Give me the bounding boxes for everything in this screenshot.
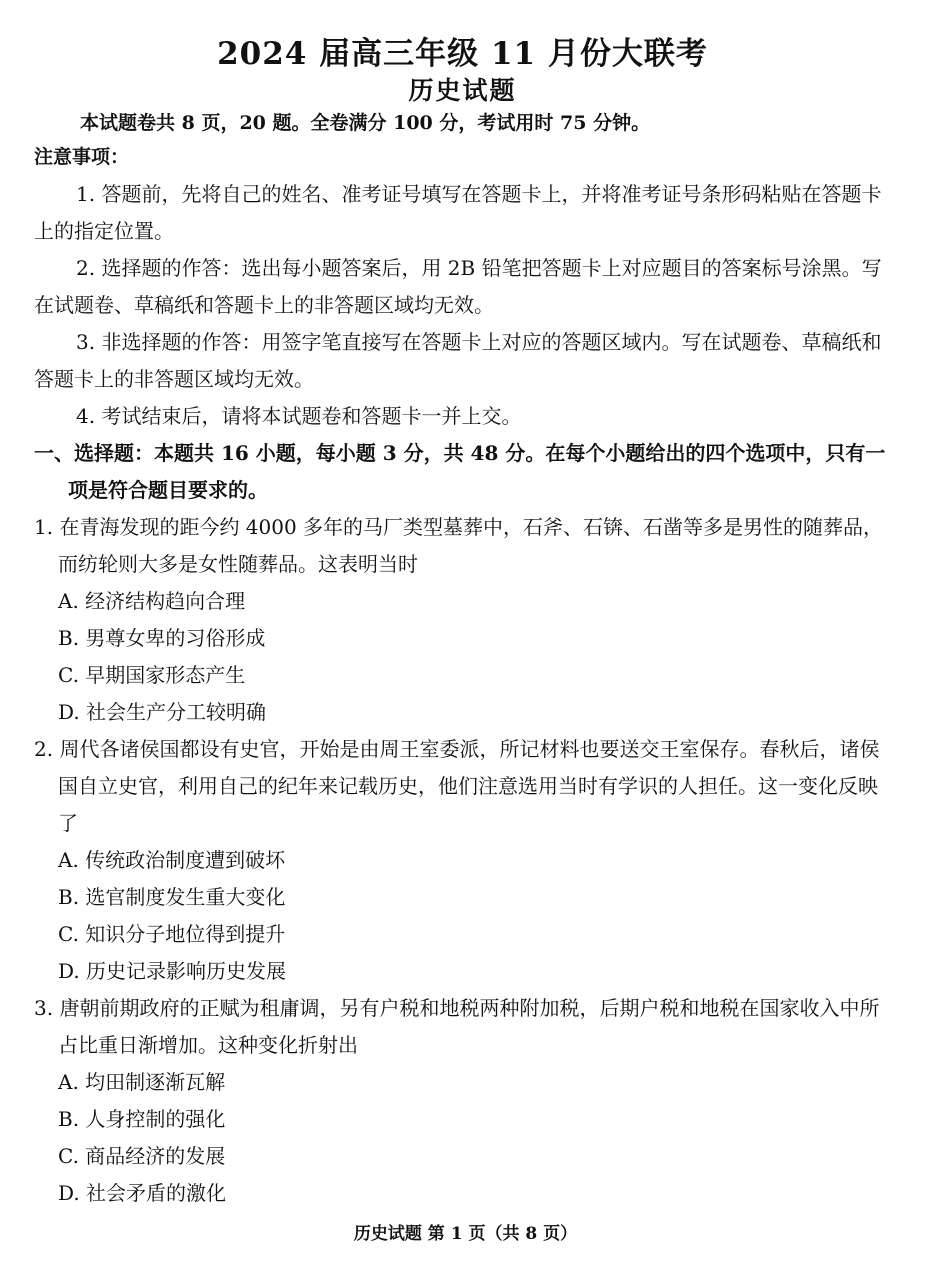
question-2	[34, 731, 891, 990]
question-3	[34, 990, 891, 1212]
section-heading: 一、选择题：本题共 16 小题，每小题 3 分，共 48 分。在每个小题给出的四个选项中，只有一项是符合题目要求的。	[34, 441, 886, 502]
option-a: A. 均田制逐渐瓦解	[58, 1070, 226, 1094]
option-b: B. 选官制度发生重大变化	[58, 885, 286, 909]
notice-item-1: 1. 答题前，先将自己的姓名、准考证号填写在答题卡上，并将准考证号条形码粘贴在答题卡上的指定位置。	[34, 182, 882, 243]
option-b: B. 男尊女卑的习俗形成	[58, 626, 266, 650]
option-d: D. 社会矛盾的激化	[58, 1181, 227, 1205]
exam-title: 2024 届高三年级 11 月份大联考	[217, 36, 708, 72]
option-b: B. 人身控制的强化	[58, 1107, 226, 1131]
option-d: D. 社会生产分工较明确	[58, 700, 267, 724]
notice-heading: 注意事项：	[34, 146, 130, 168]
option-d: D. 历史记录影响历史发展	[58, 959, 287, 983]
option-c: C. 早期国家形态产生	[58, 663, 246, 687]
option-list	[34, 583, 891, 731]
page-footer: 历史试题 第 1 页（共 8 页）	[353, 1224, 578, 1244]
option-a: A. 经济结构趋向合理	[58, 589, 246, 613]
option-c: C. 知识分子地位得到提升	[58, 922, 286, 946]
option-c: C. 商品经济的发展	[58, 1144, 226, 1168]
question-1	[34, 509, 891, 731]
notice-item-3: 3. 非选择题的作答：用签字笔直接写在答题卡上对应的答题区域内。写在试题卷、草稿纸和答题卡上的非答题区域均无效。	[34, 330, 882, 391]
subject-title: 历史试题	[408, 76, 517, 105]
question-stem: 3. 唐朝前期政府的正赋为租庸调，另有户税和地税两种附加税，后期户税和地税在国家收入中所占比重日渐增加。这种变化折射出	[34, 996, 880, 1057]
notice-item-4: 4. 考试结束后，请将本试题卷和答题卡一并上交。	[76, 404, 522, 428]
exam-info: 本试题卷共 8 页，20 题。全卷满分 100 分，考试用时 75 分钟。	[80, 112, 651, 134]
notice-item-2: 2. 选择题的作答：选出每小题答案后，用 2B 铅笔把答题卡上对应题目的答案标号涂黑。写在试题卷、草稿纸和答题卡上的非答题区域均无效。	[34, 256, 882, 317]
question-stem: 1. 在青海发现的距今约 4000 多年的马厂类型墓葬中，石斧、石锛、石凿等多是男性的随葬品，而纺轮则大多是女性随葬品。这表明当时	[34, 515, 884, 576]
option-list	[34, 1064, 891, 1212]
question-stem: 2. 周代各诸侯国都设有史官，开始是由周王室委派，所记材料也要送交王室保存。春秋后，诸侯国自立史官，利用自己的纪年来记载历史，他们注意选用当时有学识的人担任。这一变化反映了	[34, 737, 880, 835]
option-a: A. 传统政治制度遭到破坏	[58, 848, 286, 872]
option-list	[34, 842, 891, 990]
